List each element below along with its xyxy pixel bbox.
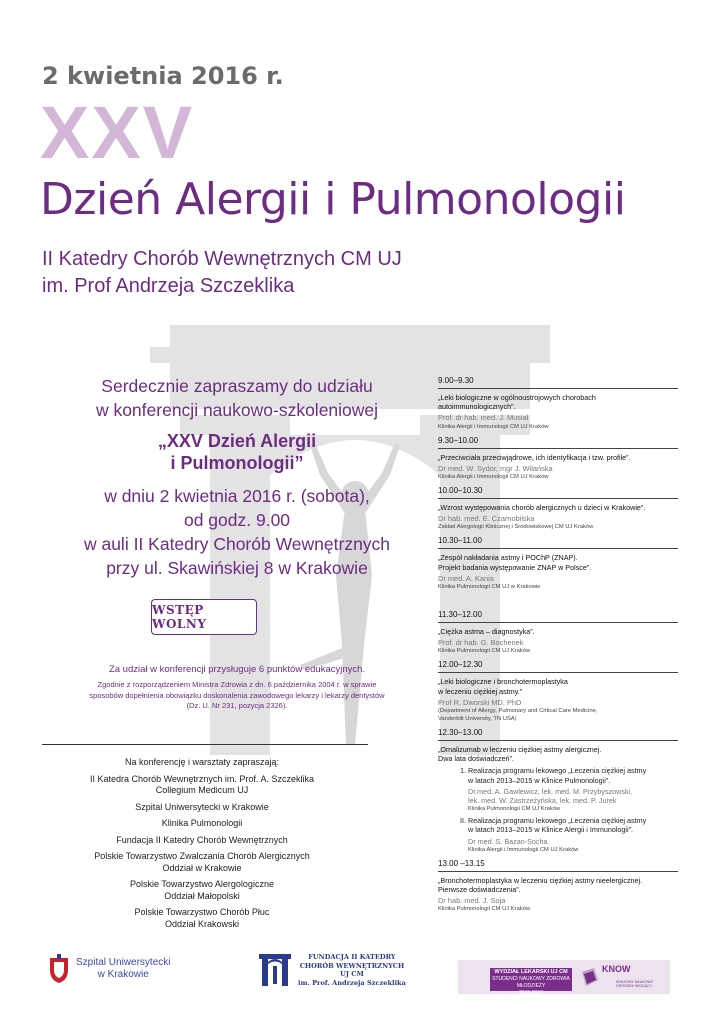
talk-title: „Leki biologiczne w ogólnoustrojowych chorobach [438,393,596,402]
hospital-logo [48,954,170,984]
affiliation: Klinika Pulmonologii CM UJ Kraków [438,906,531,913]
speaker-line: Dr.med. A. Gawlewicz, lek. med. M. Przybyszowski, [468,786,633,796]
program-slot [438,436,678,481]
organizers-list [42,757,362,935]
sub-talk-line: w latach 2013–2015 w Klinice Alergii i Immunologii”. [468,825,633,835]
speaker: Dr hab. med. E. Czarnobilska [438,514,535,524]
hospital-logo-line: Szpital Uniwersytecki [76,957,171,968]
event-name-line: i Pulmonologii” [170,453,304,473]
program-slot [438,610,678,655]
organizer-line: Polskie Towarzystwo Chorób Płuc [134,907,270,917]
talk-title: Dwa lata doświadczeń”. [438,754,514,764]
program-slot [438,660,678,723]
event-name-line: „XXV Dzień Alergii [157,431,317,451]
speaker: Dr med. A. Kania [438,573,494,583]
organizer [42,879,362,902]
talk-title: „Wzrost występowania chorób alergicznych u dzieci w Krakowie”. [438,503,646,513]
foundation-logo-line: im. Prof. Andrzeja Szczeklika [298,978,406,987]
divider [42,744,368,745]
subtitle-line: im. Prof Andrzeja Szczeklika [42,275,295,297]
organizer-line: Collegium Medicum UJ [155,785,249,795]
slot-time: 12.30–13.00 [438,728,678,741]
speaker: Prof. dr hab. med. J. Musiał [438,413,529,423]
organizer-line: Oddział Małopolski [164,890,240,901]
foundation-logo [258,952,406,988]
sub-talk-line: II. Realizacja programu lekowego „Leczenia ciężkiej astmy [460,816,647,826]
talk-title: Projekt badania występowanie ZNAP w Polsce”. [438,562,592,572]
free-admission-badge: WSTĘP WOLNY [151,599,257,635]
know-logo-subtitle: KRAJOWY NAUKOWY OŚRODEK WIODĄCY [616,980,654,989]
invitation-line: w dniu 2 kwietnia 2016 r. (sobota), [104,486,370,506]
slot-time: 10.00–10.30 [438,486,678,499]
faculty-logo [490,968,572,996]
book-icon [580,966,600,988]
edition-numeral: XXV [40,91,195,174]
organizer-line: Polskie Towarzystwo Alergologiczne [130,879,274,889]
speaker: Dr med. W. Sydor, mgr J. Wilańska [438,463,553,473]
legal-line: Zgodnie z rozporządzeniem Ministra Zdrowia z dn. 6 października 2004 r. w sprawie [97,680,377,689]
organizer: Fundacja II Katedry Chorób Wewnętrznych [116,834,288,845]
organizer-line: II Katedra Chorób Wewnętrznych im. Prof. A. Szczeklika [90,773,314,784]
sub-talk [438,816,678,834]
slot-time: 13.00 –13.15 [438,859,678,872]
talk-title: „Bronchotermoplastyka w leczeniu ciężkiej astmy nieelergicznej. [438,875,643,885]
organizer-line: Oddział Krakowski [164,918,240,929]
affiliation: Vanderbilt University, TN USA) [438,716,517,723]
program-slot [438,486,678,531]
subtitle-line: II Katedry Chorób Wewnętrznych CM UJ [42,248,402,270]
affiliation: Klinika Pulmonologii CM UJ Kraków [468,806,561,813]
speaker: Prof. dr hab. G. Bochenek [438,638,524,648]
faculty-logo-line: 2015-2017 [519,990,543,996]
hospital-logo-text [76,957,170,981]
affiliation: Zakład Alergologii Klinicznej i Środowiskowej CM UJ Kraków [438,524,594,531]
legal-note [42,680,432,712]
foundation-logo-line: FUNDACJA II KATEDRY [308,953,396,961]
slot-time: 10.30–11.00 [438,536,678,549]
crest-icon [48,954,70,984]
organizer [42,907,362,930]
slot-time: 9.30–10.00 [438,436,678,449]
organizer-line: Oddział w Krakowie [162,862,242,873]
legal-line: sposobów dopełnienia obowiązku doskonalenia zawodowego lekarzy i lekarzy dentystów [89,690,385,700]
organizer: Szpital Uniwersytecki w Krakowie [135,801,269,812]
organizers-intro: Na konferencję i warsztaty zapraszają: [124,757,280,767]
program-slot [438,376,678,431]
talk-title: „Leki biologiczne i bronchotermoplastyka [438,677,568,687]
invitation-line: w konferencji naukowo-szkoleniowej [95,400,379,420]
invitation-block [42,374,432,580]
affiliation: Klinika Alergii i Immunologii CM UJ Kraków [468,846,579,853]
education-points: Za udział w konferencji przysługuje 6 punktów edukacyjnych. [108,664,366,675]
speaker: Dr med. S. Bazan-Socha [468,836,548,846]
talk-title: Pierwsze doświadczenia”. [438,885,521,895]
talk-title: „Ciężka astma – diagnostyka”. [438,627,535,637]
affiliation: Klinika Pulmonologii CM UJ w Krakowie [438,584,541,591]
program-schedule [438,376,678,918]
sub-talk-line: 1. Realizacja programu lekowego „Leczenia ciężkiej astmy [460,766,647,776]
sub-talk-line: w latach 2013–2015 w Klinice Pulmonologii”. [468,775,611,785]
hospital-logo-line: w Krakowie [97,969,149,980]
invitation-line: w auli II Katedry Chorób Wewnętrznych [83,534,391,554]
speaker: Dr hab. med. J. Soja [438,896,506,906]
faculty-logo-line: STUDENCI NAUKOWY ZDROWIA MŁODZIEŻY [492,976,570,989]
foundation-logo-text [298,953,406,987]
talk-title: „Zespół nakładania astmy i POChP (ZNAP). [438,553,578,563]
talk-title: „Przeciwciała przeciwjądrowe, ich identyfikacja i tzw. profile”. [438,452,631,462]
organizer-line: Polskie Towarzystwo Zwalczania Chorób Alergicznych [94,851,310,861]
event-name [42,430,432,474]
foundation-logo-line: CHORÓB WEWNĘTRZNYCH [299,961,405,970]
speaker: Prof R. Dworski MD, PhD [438,697,522,707]
affiliation: Klinika Alergii i Immunologii CM UJ Kraków [438,423,549,430]
faculty-logo-line: WYDZIAŁ LEKARSKI UJ CM [494,969,568,975]
event-date: 2 kwietnia 2016 r. [42,62,284,90]
slot-time: 9.00–9.30 [438,376,678,389]
legal-line: (Dz. U. Nr 231, pozycja 2326). [186,701,288,710]
know-logo: KNOW [602,964,631,974]
foundation-logo-line: UJ CM [340,970,364,978]
organizer [42,851,362,874]
slot-time: 12.00–12.30 [438,660,678,673]
invitation-line: Serdecznie zapraszamy do udziału [101,376,373,396]
speaker [438,787,678,805]
program-slot [438,536,678,591]
organizer: Klinika Pulmonologii [161,818,243,828]
sub-talk [438,766,678,784]
program-slot [438,728,678,854]
slot-time: 11.30–12.00 [438,610,678,623]
talk-title: w leczeniu ciężkiej astmy.” [438,686,523,696]
organizer [42,774,362,797]
invitation-line: od godz. 9.00 [183,510,291,530]
speaker-line: lek. med. W. Zastrzeżyńska, lek. med. P. Jurek [468,796,617,806]
page-title: Dzień Alergii i Pulmonologii [40,174,626,225]
affiliation: (Department of Allergy, Pulmonary and Critical Care Medicine, [438,708,598,715]
talk-title: „Omalizumab w leczeniu ciężkiej astmy alergicznej. [438,745,602,755]
affiliation: Klinika Alergii i Immunologii CM UJ Kraków [438,474,549,481]
gate-icon [258,952,292,988]
subtitle [42,246,402,300]
affiliation: Klinika Pulmonologii CM UJ Kraków [438,648,531,655]
talk-title: autoimmunologicznych”. [438,402,516,412]
program-slot [438,859,678,914]
invitation-line: przy ul. Skawińskiej 8 w Krakowie [106,558,368,578]
